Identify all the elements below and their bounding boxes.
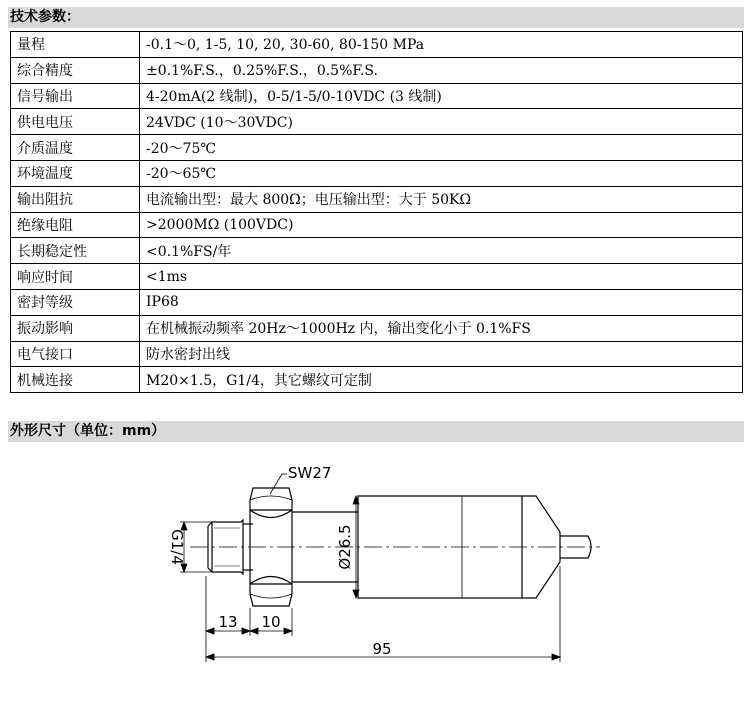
spec-value: IP68: [140, 289, 743, 315]
spec-value: 4-20mA(2 线制)，0-5/1-5/0-10VDC (3 线制): [140, 83, 743, 109]
spec-value: -20～65℃: [140, 160, 743, 186]
section-title-dimensions: 外形尺寸（单位：mm）: [8, 421, 744, 442]
spec-key: 综合精度: [11, 57, 140, 83]
spec-key: 介质温度: [11, 135, 140, 161]
spec-row: [11, 135, 743, 161]
spec-value: 防水密封出线: [140, 341, 743, 367]
thread-label: G1/4: [168, 529, 186, 565]
spec-row: [11, 186, 743, 212]
section-title-specs: 技术参数：: [8, 7, 744, 28]
spec-row: [11, 367, 743, 393]
spec-value: 24VDC (10～30VDC): [140, 109, 743, 135]
spec-row: [11, 212, 743, 238]
spec-row: [11, 109, 743, 135]
spec-key: 量程: [11, 32, 140, 58]
spec-row: [11, 341, 743, 367]
spec-value: <1ms: [140, 264, 743, 290]
spec-key: 响应时间: [11, 264, 140, 290]
spec-key: 输出阻抗: [11, 186, 140, 212]
spec-value: ±0.1%F.S.，0.25%F.S.，0.5%F.S.: [140, 57, 743, 83]
spec-row: [11, 57, 743, 83]
spec-key: 电气接口: [11, 341, 140, 367]
diameter-dimension: [336, 496, 359, 598]
spec-row: [11, 289, 743, 315]
spec-value: 电流输出型：最大 800Ω；电压输出型：大于 50KΩ: [140, 186, 743, 212]
dim-thread-length: 13: [218, 613, 238, 631]
wrench-size-label: SW27: [288, 464, 332, 482]
spec-row: [11, 315, 743, 341]
spec-row: [11, 160, 743, 186]
dim-hex-length: 10: [261, 613, 281, 631]
spec-value: M20×1.5，G1/4，其它螺纹可定制: [140, 367, 743, 393]
spec-table: [10, 31, 743, 393]
spec-row: [11, 264, 743, 290]
spec-row: [11, 32, 743, 58]
spec-key: 长期稳定性: [11, 238, 140, 264]
spec-key: 信号输出: [11, 83, 140, 109]
dim-total-length: 95: [372, 640, 392, 658]
spec-value: <0.1%FS/年: [140, 238, 743, 264]
spec-value: -20～75℃: [140, 135, 743, 161]
diameter-label: Ø26.5: [336, 524, 354, 570]
spec-key: 环境温度: [11, 160, 140, 186]
spec-row: [11, 83, 743, 109]
spec-key: 供电电压: [11, 109, 140, 135]
spec-row: [11, 238, 743, 264]
spec-value: -0.1～0, 1-5, 10, 20, 30-60, 80-150 MPa: [140, 32, 743, 58]
spec-table-body: [11, 32, 743, 393]
spec-value: >2000MΩ (100VDC): [140, 212, 743, 238]
length-dimensions: [206, 566, 560, 662]
spec-value: 在机械振动频率 20Hz～1000Hz 内，输出变化小于 0.1%FS: [140, 315, 743, 341]
wrench-size-annotation: [270, 464, 331, 494]
spec-key: 机械连接: [11, 367, 140, 393]
spec-key: 绝缘电阻: [11, 212, 140, 238]
dimension-drawing: [0, 450, 752, 721]
spec-key: 密封等级: [11, 289, 140, 315]
spec-key: 振动影响: [11, 315, 140, 341]
